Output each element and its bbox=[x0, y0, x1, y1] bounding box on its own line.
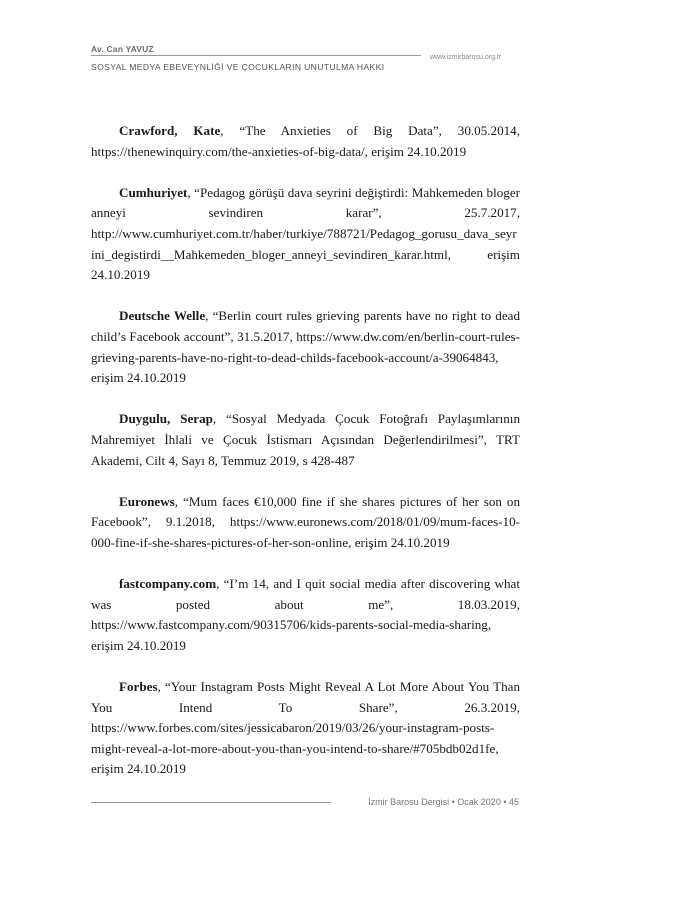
author-name: Av. Can YAVUZ bbox=[91, 44, 154, 54]
footer-rule bbox=[91, 802, 331, 803]
reference-name: Deutsche Welle bbox=[119, 308, 206, 324]
page-footer: İzmir Barosu Dergisi • Ocak 2020 • 45 bbox=[368, 797, 519, 807]
reference-name: Crawford, Kate bbox=[119, 123, 221, 138]
reference-name: fastcompany.com bbox=[119, 576, 217, 592]
reference-name: Euronews bbox=[119, 493, 175, 509]
reference-text: , “I’m 14, and I quit social media after discovering what was posted about me”, 18.03.2019, https://www.fastcompany.com/90315706/kids-parents-social-media-sharing, erişim 24.10.2019 bbox=[91, 576, 520, 653]
reference-entry bbox=[91, 306, 520, 388]
article-title: SOSYAL MEDYA EBEVEYNLİĞİ VE ÇOCUKLARIN UNUTULMA HAKKI bbox=[91, 62, 385, 72]
reference-entry bbox=[91, 677, 520, 780]
reference-text: , “Your Instagram Posts Might Reveal A Lot More About You Than You Intend To Share”, 26.3.2019, https://www.forbes.com/sites/jessicabaron/2019/03/26/your-instagram-posts-might-reveal-a-lot-more-about-you-than-you-intend-to-share/#705bdb02d1fe, erişim 24.10.2019 bbox=[91, 679, 520, 777]
reference-name: Duygulu, Serap bbox=[119, 411, 213, 427]
website-link[interactable]: www.izmirbarosu.org.tr bbox=[430, 54, 502, 61]
running-header bbox=[91, 44, 521, 54]
reference-name: Forbes bbox=[119, 679, 158, 695]
header-rule bbox=[91, 55, 421, 56]
reference-text: , “Mum faces €10,000 fine if she shares pictures of her son on Facebook”, 9.1.2018, https://www.euronews.com/2018/01/09/mum-faces-10-000-fine-if-she-shares-pictures-of-her-son-online, erişim 24.10.2019 bbox=[91, 493, 520, 550]
reference-entry bbox=[91, 183, 520, 286]
reference-text: , “Pedagog görüşü dava seyrini değiştirdi: Mahkemeden bloger anneyi sevindiren karar”, 25.7.2017, http://www.cumhuriyet.com.tr/haber/turkiye/788721/Pedagog_gorusu_dava_seyrini_degistirdi__Mahkemeden_bloger_anneyi_sevindiren_karar.html, erişim 24.10.2019 bbox=[91, 184, 520, 283]
reference-text: , “The Anxieties of Big Data”, 30.05.2014, https://thenewinquiry.com/the-anxieties-of-big-data/, erişim 24.10.2019 bbox=[91, 123, 520, 159]
reference-text: , “Sosyal Medyada Çocuk Fotoğrafı Paylaşımlarının Mahremiyet İhlali ve Çocuk İstismarı Açısından Değerlendirilmesi”, TRT Akademi, Cilt 4, Sayı 8, Temmuz 2019, s 428-487 bbox=[91, 411, 520, 468]
reference-entry bbox=[91, 574, 520, 656]
reference-entry bbox=[91, 492, 520, 554]
reference-name: Cumhuriyet bbox=[119, 184, 188, 200]
reference-list bbox=[91, 121, 520, 801]
reference-entry bbox=[91, 409, 520, 471]
reference-entry bbox=[91, 121, 520, 162]
reference-text: , “Berlin court rules grieving parents have no right to dead child’s Facebook account”, 31.5.2017, https://www.dw.com/en/berlin-court-rules-grieving-parents-have-no-right-to-dead-childs-facebook-account/a-39064843, erişim 24.10.2019 bbox=[91, 308, 521, 386]
